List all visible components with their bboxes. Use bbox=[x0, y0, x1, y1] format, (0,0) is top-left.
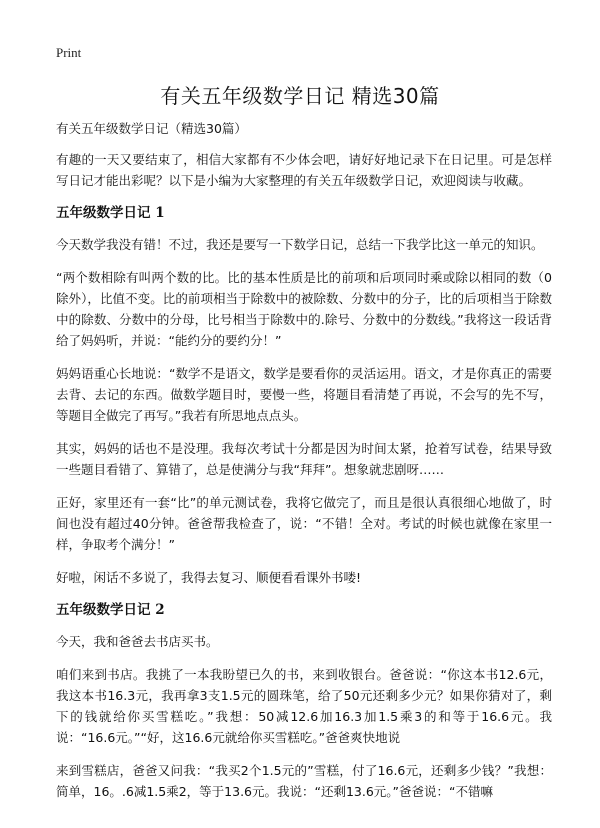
paragraph: 妈妈语重心长地说：“数学不是语文，数学是要看你的灵活运用。语文，才是你真正的需要去背、去记的东西。做数学题目时，要慢一些，将题目看清楚了再说，不会写的先不写，等题目全做完了再写。”我若有所思地点点头。 bbox=[56, 366, 552, 423]
paragraph: 正好，家里还有一套“比”的单元测试卷，我将它做完了，而且是很认真很细心地做了，时间也没有超过40分钟。爸爸帮我检查了，说：“不错！全对。考试的时候也就像在家里一样，争取考个满分！” bbox=[56, 495, 552, 552]
paragraph: “两个数相除有叫两个数的比。比的基本性质是比的前项和后项同时乘或除以相同的数（0除外），比值不变。比的前项相当于除数中的被除数、分数中的分子，比的后项相当于除数中的除数、分数中的分母，比号相当于除数中的.除号、分数中的分数线。”我将这一段话背给了妈妈听，并说：“能约分的要约分！” bbox=[56, 270, 552, 348]
paragraph: 咱们来到书店。我挑了一本我盼望已久的书，来到收银台。爸爸说：“你这本书12.6元，我这本书16.3元，我再拿3支1.5元的圆珠笔，给了50元还剩多少元？如果你猜对了，剩下的钱就给你买雪糕吃。”我想：50减12.6加16.3加1.5乘3的和等于16.6元。我说：“16.6元。”“好，这16.6元就给你买雪糕吃。”爸爸爽快地说 bbox=[56, 667, 552, 745]
paragraph: 今天数学我没有错！不过，我还是要写一下数学日记，总结一下我学比这一单元的知识。 bbox=[56, 237, 544, 252]
section-heading-2: 五年级数学日记 2 bbox=[56, 602, 165, 618]
article-subtitle: 有关五年级数学日记（精选30篇） bbox=[56, 121, 247, 136]
paragraph: 其实，妈妈的话也不是没理。我每次考试十分都是因为时间太紧，抢着写试卷，结果导致一些题目看错了、算错了，总是使满分与我“拜拜”。想象就悲剧呀…… bbox=[56, 441, 552, 477]
print-link[interactable]: Print bbox=[56, 45, 82, 60]
intro-paragraph: 有趣的一天又要结束了，相信大家都有不少体会吧，请好好地记录下在日记里。可是怎样写日记才能出彩呢？以下是小编为大家整理的有关五年级数学日记，欢迎阅读与收藏。 bbox=[56, 152, 552, 188]
paragraph: 今天，我和爸爸去书店买书。 bbox=[56, 634, 219, 649]
article-body bbox=[56, 118, 552, 814]
page-title: 有关五年级数学日记 精选30篇 bbox=[160, 84, 440, 108]
paragraph: 来到雪糕店，爸爸又问我：“我买2个1.5元的”雪糕，付了16.6元，还剩多少钱？”我想：简单，16。.6减1.5乘2，等于13.6元。我说：“还剩13.6元。”爸爸说：“不错嘛 bbox=[56, 763, 552, 799]
section-heading-1: 五年级数学日记 1 bbox=[56, 205, 165, 221]
paragraph: 好啦，闲话不多说了，我得去复习、顺便看看课外书喽! bbox=[56, 570, 362, 585]
